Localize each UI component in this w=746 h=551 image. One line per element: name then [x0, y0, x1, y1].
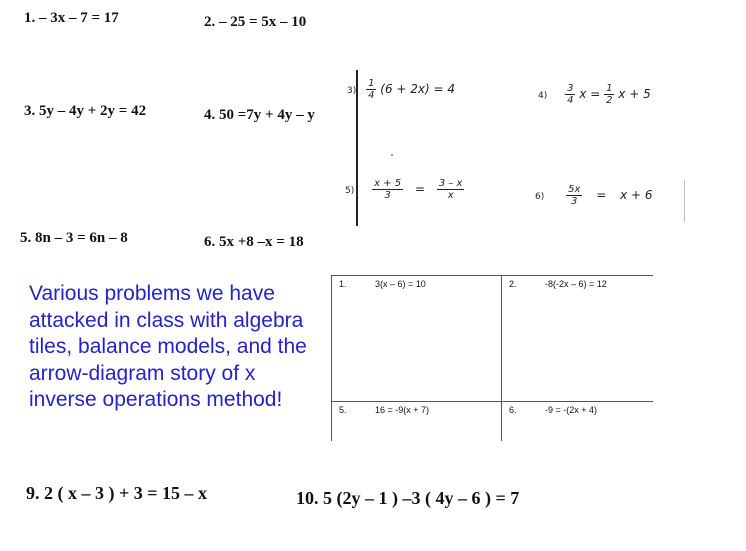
fraction-denominator: 4	[567, 95, 574, 106]
fraction-numerator: 1	[606, 83, 613, 94]
problem-5	[20, 230, 128, 247]
fraction-numerator: 3	[567, 83, 574, 94]
table-cell-2	[509, 279, 607, 289]
problem-equation: 2 ( x – 3 ) + 3 = 15 – x	[44, 483, 208, 503]
problem-6	[204, 234, 304, 251]
problem-4	[204, 107, 315, 124]
handwritten-label: 3)	[347, 86, 357, 96]
problem-3	[24, 103, 146, 120]
problem-number: 5.	[20, 230, 32, 246]
problem-equation: 5y – 4y + 2y = 42	[39, 103, 147, 119]
cell-equation: 3(x – 6) = 10	[375, 279, 426, 289]
equals-sign: =	[414, 182, 425, 196]
table-cell-5	[339, 405, 429, 415]
fraction-denominator: 4	[368, 90, 375, 101]
problem-2	[204, 14, 306, 31]
cell-equation: -8(-2x – 6) = 12	[545, 279, 607, 289]
problem-number: 2.	[204, 14, 216, 30]
problem-equation: – 25 = 5x – 10	[219, 14, 307, 30]
fraction-numerator: x + 5	[374, 178, 402, 189]
handwritten-problem-6	[535, 184, 653, 207]
problem-equation: 50 =7y + 4y – y	[219, 107, 315, 123]
fraction-denominator: 2	[606, 95, 613, 106]
table-rule-left	[331, 275, 332, 441]
scan-edge-line	[684, 180, 685, 222]
cell-number: 1.	[339, 279, 347, 289]
fraction	[565, 83, 575, 106]
cell-equation: -9 = -(2x + 4)	[545, 405, 598, 415]
cell-number: 5.	[339, 405, 347, 415]
problem-equation: 5x +8 –x = 18	[219, 234, 304, 250]
problem-equation: 5 (2y – 1 ) –3 ( 4y – 6 ) = 7	[323, 488, 520, 508]
problem-equation: 8n – 3 = 6n – 8	[35, 230, 128, 246]
scan-speck	[391, 154, 393, 156]
handwritten-problem-4	[538, 83, 651, 106]
fraction-denominator: 3	[384, 190, 391, 201]
cell-number: 2.	[509, 279, 517, 289]
handwritten-problem-3	[347, 78, 455, 101]
problem-number: 3.	[24, 103, 36, 119]
problem-table	[331, 275, 653, 441]
fraction-numerator: 5x	[568, 184, 581, 195]
problem-equation: – 3x – 7 = 17	[39, 10, 119, 26]
cell-equation: 16 = -9(x + 7)	[375, 405, 430, 415]
cell-number: 6.	[509, 405, 517, 415]
problem-9	[26, 483, 207, 504]
fraction	[566, 184, 582, 207]
handwritten-expression: x =	[579, 87, 601, 101]
caption-text: Various problems we have attacked in class with algebra tiles, balance models, and the arrow-diagram story of x inverse operations method!	[29, 282, 307, 411]
fraction-numerator: 3 – x	[438, 178, 463, 189]
problem-number: 9.	[26, 483, 40, 503]
problem-number: 6.	[204, 234, 216, 250]
handwritten-expression: x + 5	[618, 87, 651, 101]
handwritten-label: 5)	[345, 186, 355, 196]
handwritten-problem-5	[345, 178, 464, 201]
problem-10	[296, 488, 519, 509]
handwritten-label: 4)	[538, 91, 548, 101]
table-rule-center	[501, 275, 502, 441]
fraction	[604, 83, 614, 106]
handwritten-expression: x + 6	[620, 188, 653, 202]
table-rule-middle	[331, 401, 653, 402]
fraction-numerator: 1	[368, 78, 375, 89]
problem-number: 4.	[204, 107, 216, 123]
fraction	[372, 178, 403, 201]
handwritten-label: 6)	[535, 192, 545, 202]
fraction-denominator: 3	[571, 196, 578, 207]
fraction	[437, 178, 465, 201]
problem-number: 1.	[24, 10, 36, 26]
table-cell-1	[339, 279, 426, 289]
problem-1	[24, 10, 119, 27]
handwritten-expression: (6 + 2x) = 4	[380, 82, 456, 96]
table-cell-6	[509, 405, 597, 415]
problem-number: 10.	[296, 488, 319, 508]
fraction	[366, 78, 376, 101]
table-rule-top	[331, 275, 653, 276]
equals-sign: =	[596, 188, 607, 202]
fraction-denominator: x	[447, 190, 454, 201]
